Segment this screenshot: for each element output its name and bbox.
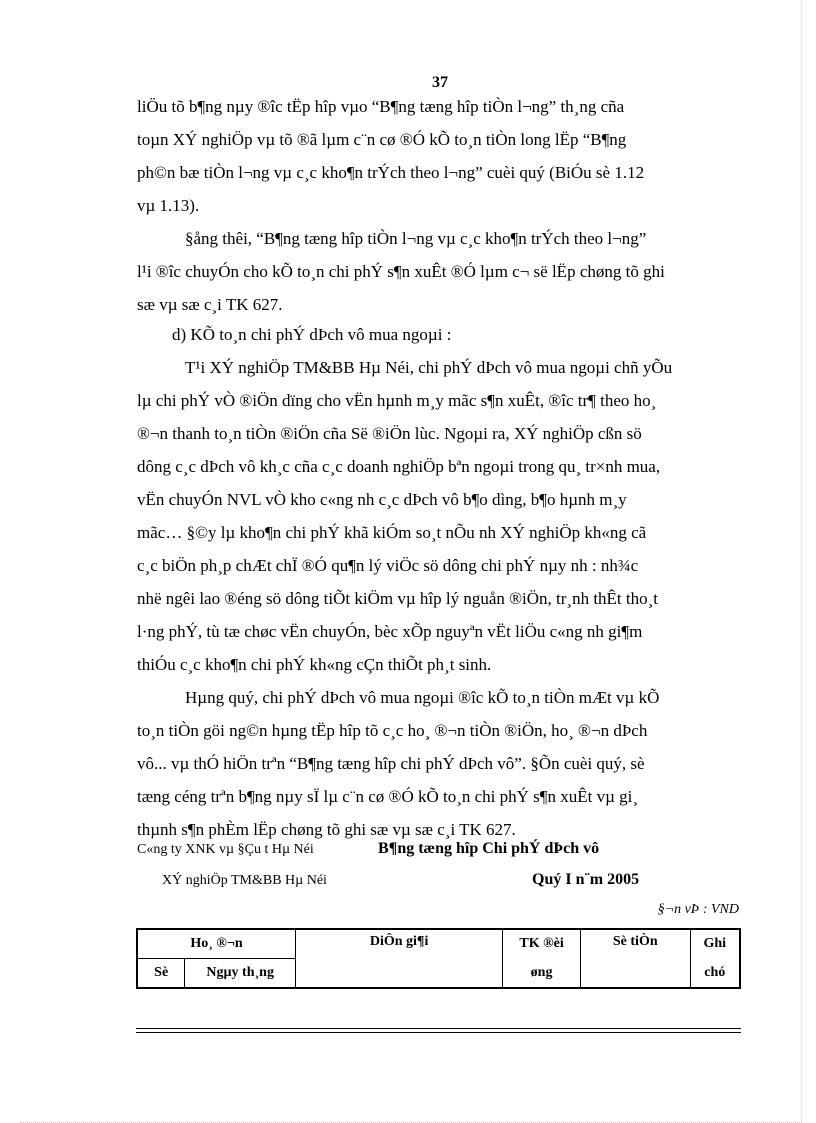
body-line: dông c¸c dÞch vô kh¸c cña c¸c doanh nghiÖp bªn ngoµi trong qu¸ tr×nh mua, xyxy=(137,457,661,476)
body-line: nhë ngêi lao ®éng sö dông tiÕt kiÖm vµ hîp lý nguån ®iÖn, tr¸nh thÊt tho¸t xyxy=(137,589,659,608)
body-line: vô... vµ thÓ hiÖn trªn “B¶ng tæng hîp chi phÝ dÞch vô”. §Õn cuèi quý, sè xyxy=(137,754,645,773)
body-line: ph©n bæ tiÒn l¬ng vµ c¸c kho¶n trÝch theo l¬ng” cuèi quý (BiÓu sè 1.12 xyxy=(137,163,645,182)
body-line: Hµng quý, chi phÝ dÞch vô mua ngoµi ®îc kÕ to¸n tiÒn mÆt vµ kÕ xyxy=(185,688,660,707)
body-line: l¹i ®îc chuyÓn cho kÕ to¸n chi phÝ s¶n xuÊt ®Ó lµm c¬ së lËp chøng tõ ghi xyxy=(137,262,665,281)
body-line: vµ 1.13). xyxy=(137,196,200,215)
page-number: 37 xyxy=(432,74,448,91)
service-cost-table xyxy=(136,928,741,989)
body-line: l·ng phÝ, tù tæ chøc vËn chuyÓn, bèc xÕp nguyªn vËt liÖu c«ng nh gi¶m xyxy=(137,622,643,641)
page-edge-right xyxy=(801,0,802,1123)
header-account-line2: øng xyxy=(503,959,581,989)
report-period: Quý I n¨m 2005 xyxy=(532,871,640,888)
body-line: vËn chuyÓn NVL vÒ kho c«ng nh c¸c dÞch vô b¶o dìng, b¶o hµnh m¸y xyxy=(137,490,627,509)
company-name: C«ng ty XNK vµ §Çu t Hµ Néi xyxy=(137,842,314,857)
body-line: toµn XÝ nghiÖp vµ tõ ®ã lµm c¨n cø ®Ó kÕ to¸n tiÒn long lËp “B¶ng xyxy=(137,130,627,149)
footer-divider-bottom xyxy=(136,1032,741,1033)
header-description: DiÔn gi¶i xyxy=(295,929,502,988)
body-line: §ång thêi, “B¶ng tæng hîp tiÒn l¬ng vµ c¸c kho¶n trÝch theo l¬ng” xyxy=(185,229,647,248)
header-amount: Sè tiÒn xyxy=(580,929,690,988)
subunit-name: XÝ nghiÖp TM&BB Hµ Néi xyxy=(162,873,327,888)
currency-unit: §¬n vÞ : VND xyxy=(657,902,739,917)
body-line: c¸c biÖn ph¸p chÆt chÏ ®Ó qu¶n lý viÖc sö dông chi phÝ nµy nh : nh¾c xyxy=(137,556,639,575)
header-account-line1: TK ®èi xyxy=(503,929,581,959)
body-line: to¸n tiÒn göi ng©n hµng tËp hîp tõ c¸c ho¸ ®¬n tiÒn ®iÖn, ho¸ ®¬n dÞch xyxy=(137,721,648,740)
footer-divider-top xyxy=(136,1028,741,1029)
section-heading: d) KÕ to¸n chi phÝ dÞch vô mua ngoµi : xyxy=(172,325,452,344)
header-note-line2: chó xyxy=(690,959,740,989)
body-line: thµnh s¶n phÈm lËp chøng tõ ghi sæ vµ sæ c¸i TK 627. xyxy=(137,820,516,839)
table-title: B¶ng tæng hîp Chi phÝ dÞch vô xyxy=(378,840,600,857)
header-invoice: Ho¸ ®¬n xyxy=(137,929,295,959)
header-note-line1: Ghi xyxy=(690,929,740,959)
body-line: sæ vµ sæ c¸i TK 627. xyxy=(137,295,283,314)
body-line: T¹i XÝ nghiÖp TM&BB Hµ Néi, chi phÝ dÞch vô mua ngoµi chñ yÕu xyxy=(185,358,673,377)
body-line: thiÓu c¸c kho¶n chi phÝ kh«ng cÇn thiÕt ph¸t sinh. xyxy=(137,655,492,674)
body-line: liÖu tõ b¶ng nµy ®îc tËp hîp vµo “B¶ng tæng hîp tiÒn l¬ng” th¸ng cña xyxy=(137,97,625,116)
body-line: ®¬n thanh to¸n tiÒn ®iÖn cña Së ®iÖn lùc. Ngoµi ra, XÝ nghiÖp cßn sö xyxy=(137,424,642,443)
header-invoice-date: Ngµy th¸ng xyxy=(185,959,296,989)
body-line: tæng céng trªn b¶ng nµy sÏ lµ c¨n cø ®Ó kÕ to¸n chi phÝ s¶n xuÊt vµ gi¸ xyxy=(137,787,639,806)
body-line: lµ chi phÝ vÒ ®iÖn dïng cho vËn hµnh m¸y mãc s¶n xuÊt, ®îc tr¶ theo ho¸ xyxy=(137,391,657,410)
body-line: mãc… §©y lµ kho¶n chi phÝ khã kiÓm so¸t nÕu nh XÝ nghiÖp kh«ng cã xyxy=(137,523,647,542)
header-invoice-number: Sè xyxy=(137,959,185,989)
